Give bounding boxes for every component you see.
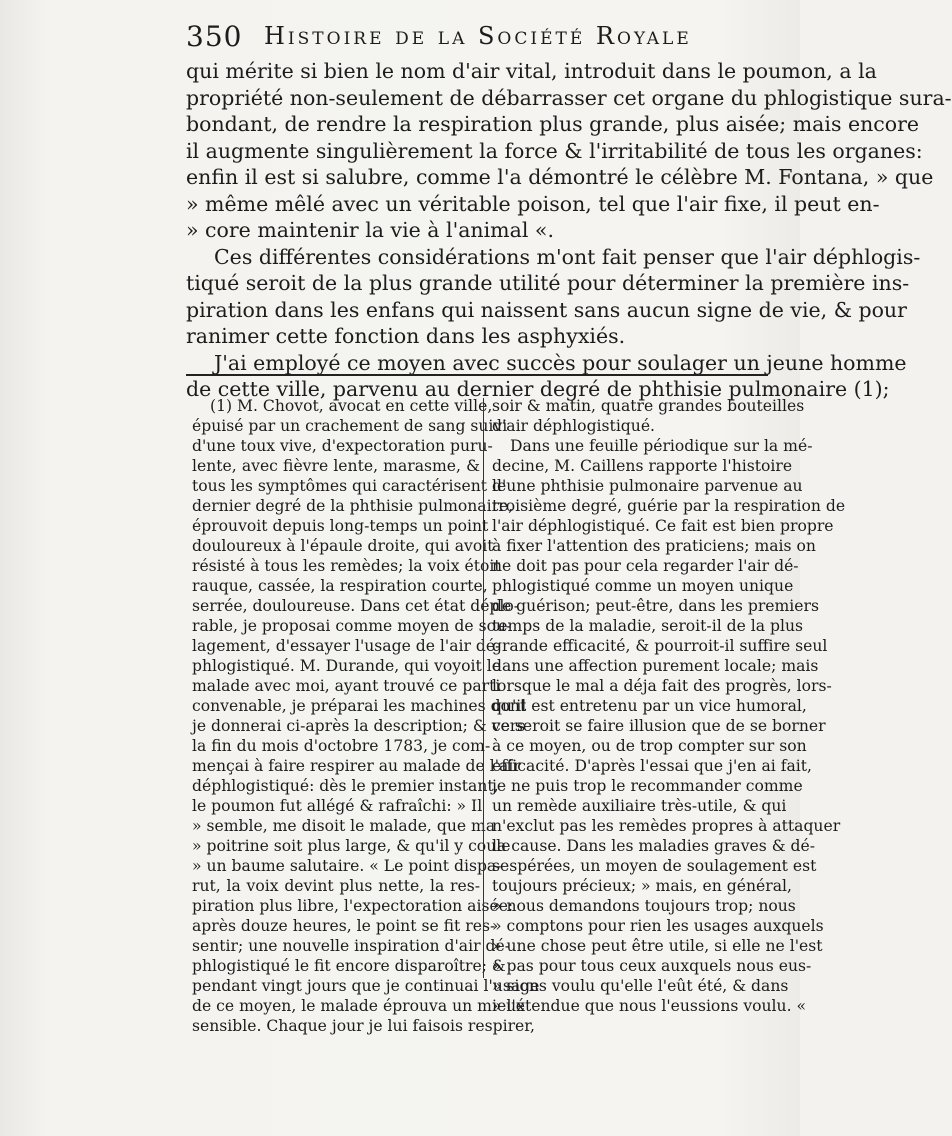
footnote-column-left <box>192 396 540 1036</box>
footnote-line: lente, avec fièvre lente, marasme, & <box>192 457 480 475</box>
text-line: propriété non-seulement de débarrasser cet organe du phlogistique sura- <box>186 85 952 110</box>
footnote-line: phlogistiqué. M. Durande, qui voyoit le <box>192 657 501 675</box>
footnote-line: rauque, cassée, la respiration courte, <box>192 577 488 595</box>
footnote-line: » nous demandons toujours trop; nous <box>492 897 796 915</box>
footnote-line: sespérées, un moyen de soulagement est <box>492 857 817 875</box>
footnote-line: » sions voulu qu'elle l'eût été, & dans <box>492 977 789 995</box>
footnote-line: soir & matin, quatre grandes bouteilles <box>492 397 805 415</box>
footnote-line: résisté à tous les remèdes; la voix étoit <box>192 557 501 575</box>
text-line: enfin il est si salubre, comme l'a démontré le célèbre M. Fontana, » que <box>186 165 934 189</box>
text-line: J'ai employé ce moyen avec succès pour soulager un jeune homme <box>214 350 907 375</box>
footnote-line: déphlogistiqué: dès le premier instant, <box>192 777 499 795</box>
footnote-line: serrée, douloureuse. Dans cet état déplo- <box>192 597 520 615</box>
page-header <box>186 20 776 60</box>
footnote-line: piration plus libre, l'expectoration aisée: <box>192 897 514 915</box>
footnote-line: la cause. Dans les maladies graves & dé- <box>492 837 816 855</box>
paragraph-1 <box>186 58 952 244</box>
footnote-line: n'exclut pas les remèdes propres à attaquer <box>492 817 841 835</box>
footnote-line: un remède auxiliaire très-utile, & qui <box>492 797 787 815</box>
footnote-line: sensible. Chaque jour je lui faisois respirer, <box>192 1017 535 1035</box>
footnote-line: ne doit pas pour cela regarder l'air dé- <box>492 557 799 575</box>
footnote-line: de guérison; peut-être, dans les premiers <box>492 597 819 615</box>
footnote-line: phlogistiqué le fit encore disparoître; & <box>192 957 506 975</box>
footnote-line: dans une affection purement locale; mais <box>492 657 819 675</box>
footnote-line: l'air déphlogistiqué. Ce fait est bien propre <box>492 517 834 535</box>
footnote-line: d'une phthisie pulmonaire parvenue au <box>492 477 803 495</box>
footnote-line: à fixer l'attention des praticiens; mais on <box>492 537 816 555</box>
footnote-line: lagement, d'essayer l'usage de l'air dé- <box>192 637 501 655</box>
footnote-line: rut, la voix devint plus nette, la res- <box>192 877 480 895</box>
column-divider <box>483 398 484 978</box>
footnote-line: malade avec moi, ayant trouvé ce parti <box>192 677 501 695</box>
footnote-column-right <box>492 396 846 1016</box>
footnote-line: sentir; une nouvelle inspiration d'air dé- <box>192 937 510 955</box>
paragraph-2 <box>186 244 921 350</box>
footnote-line: » comptons pour rien les usages auxquels <box>492 917 824 935</box>
running-title: Histoire de la Société Royale <box>264 22 692 50</box>
text-line: ranimer cette fonction dans les asphyxiés. <box>186 324 626 348</box>
footnote-line: » un baume salutaire. « Le point dispa- <box>192 857 502 875</box>
text-line: piration dans les enfans qui naissent sans aucun signe de vie, & pour <box>186 297 907 322</box>
footnote-line: mençai à faire respirer au malade de l'air <box>192 757 521 775</box>
footnote-line: dernier degré de la phthisie pulmonaire, <box>192 497 514 515</box>
footnote-line: pendant vingt jours que je continuai l'usage <box>192 977 540 995</box>
footnote-line: Dans une feuille périodique sur la mé- <box>510 437 813 455</box>
footnote-line: troisième degré, guérie par la respiration de <box>492 497 846 515</box>
footnote-line: qu'il est entretenu par un vice humoral, <box>492 697 807 715</box>
footnote-line: tous les symptômes qui caractérisent le <box>192 477 507 495</box>
text-line: tiqué seroit de la plus grande utilité pour déterminer la première ins- <box>186 271 910 295</box>
footnote-line: toujours précieux; » mais, en général, <box>492 877 792 895</box>
paragraph-3 <box>186 350 907 403</box>
footnote-line: grande efficacité, & pourroit-il suffire seul <box>492 637 828 655</box>
footnote-line: je ne puis trop le recommander comme <box>492 777 803 795</box>
footnote-line: » pas pour tous ceux auxquels nous eus- <box>492 957 812 975</box>
text-line: de cette ville, parvenu au dernier degré de phthisie pulmonaire (1); <box>186 377 890 401</box>
footnote-line: » l'étendue que nous l'eussions voulu. « <box>492 997 807 1015</box>
footnote-line: le poumon fut allégé & rafraîchi: » Il <box>192 797 483 815</box>
text-line: Ces différentes considérations m'ont fait penser que l'air déphlogis- <box>214 244 921 269</box>
text-line: » core maintenir la vie à l'animal «. <box>186 218 554 242</box>
footnote-line: la fin du mois d'octobre 1783, je com- <box>192 737 491 755</box>
footnote-line: » poitrine soit plus large, & qu'il y coule <box>192 837 511 855</box>
footnote-line: (1) M. Chovot, avocat en cette ville, <box>210 397 493 415</box>
footnote-line: » semble, me disoit le malade, que ma <box>192 817 496 835</box>
footnote-line: épuisé par un crachement de sang suivi <box>192 417 508 435</box>
footnote-line: convenable, je préparai les machines dont <box>192 697 527 715</box>
footnote-line: rable, je proposai comme moyen de sou- <box>192 617 512 635</box>
text-line: » même mêlé avec un véritable poison, tel que l'air fixe, il peut en- <box>186 191 880 216</box>
footnote-line: ce seroit se faire illusion que de se borner <box>492 717 826 735</box>
footnote-separator-rule <box>186 374 768 376</box>
footnote-line: d'air déphlogistiqué. <box>492 417 656 435</box>
footnote-line: à ce moyen, ou de trop compter sur son <box>492 737 807 755</box>
footnote-line: » une chose peut être utile, si elle ne l'est <box>492 937 823 955</box>
footnote-line: phlogistiqué comme un moyen unique <box>492 577 794 595</box>
footnote-line: efficacité. D'après l'essai que j'en ai fait, <box>492 757 812 775</box>
footnote-line: éprouvoit depuis long-temps un point <box>192 517 489 535</box>
footnote-line: d'une toux vive, d'expectoration puru- <box>192 437 493 455</box>
text-line: bondant, de rendre la respiration plus grande, plus aisée; mais encore <box>186 112 920 136</box>
page-number: 350 <box>186 20 243 53</box>
footnote-line: decine, M. Caillens rapporte l'histoire <box>492 457 793 475</box>
footnote-line: je donnerai ci-après la description; & vers <box>192 717 526 735</box>
text-line: qui mérite si bien le nom d'air vital, introduit dans le poumon, a la <box>186 59 877 83</box>
footnote-line: après douze heures, le point se fit res- <box>192 917 496 935</box>
footnote-line: lorsque le mal a déja fait des progrès, lors- <box>492 677 832 695</box>
text-line: il augmente singulièrement la force & l'irritabilité de tous les organes: <box>186 138 923 163</box>
footnote-line: temps de la maladie, seroit-il de la plus <box>492 617 804 635</box>
footnote-line: de ce moyen, le malade éprouva un mieux <box>192 997 526 1015</box>
main-text <box>186 58 952 403</box>
footnote-line: douloureux à l'épaule droite, qui avoit <box>192 537 494 555</box>
footnote-section <box>192 396 846 1035</box>
